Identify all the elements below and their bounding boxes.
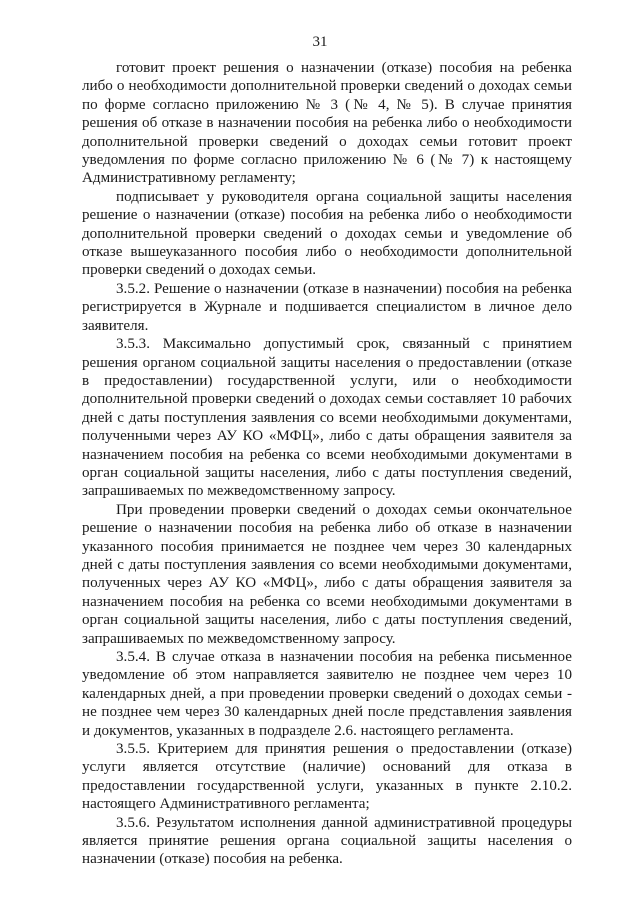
paragraph-3-5-6: 3.5.6. Результатом исполнения данной административной процедуры является принятие решения органа социальной защиты населения о назначении (отказе) пособия на ребенка.: [82, 814, 572, 868]
paragraph-prepare-draft: готовит проект решения о назначении (отказе) пособия на ребенка либо о необходимости дополнительной проверки сведений о доходах семьи по форме согласно приложению № 3 (№ 4, № 5). В случае принятия решения об отказе в назначении пособия на ребенка либо о необходимости дополнительной проверки сведений о доходах семьи готовит проект уведомления по форме согласно приложению № 6 (№ 7) к настоящему Административному регламенту;: [82, 60, 572, 187]
paragraph-sign-decision: подписывает у руководителя органа социальной защиты населения решение о назначении (отказе) пособия на ребенка либо о необходимости дополнительной проверки сведений о доходах семьи и уведомление об отказе вышеуказанного пособия либо о необходимости дополнительной проверки сведений о доходах семьи.: [82, 188, 572, 279]
paragraph-3-5-2: 3.5.2. Решение о назначении (отказе в назначении) пособия на ребенка регистрируется в Журнале и подшивается специалистом в личное дело заявителя.: [82, 280, 572, 334]
paragraph-3-5-5: 3.5.5. Критерием для принятия решения о предоставлении (отказе) услуги является отсутствие (наличие) оснований для отказа в предоставлении государственной услуги, указанных в пункте 2.10.2. настоящего Административного регламента;: [82, 741, 572, 813]
paragraph-3-5-4: 3.5.4. В случае отказа в назначении пособия на ребенка письменное уведомление об этом направляется заявителю не позднее чем через 10 календарных дней, а при проведении проверки сведений о доходах семьи - не позднее чем через 30 календарных дней после представления заявления и документов, указанных в подразделе 2.6. настоящего регламента.: [82, 649, 572, 739]
page-number: 31: [312, 34, 328, 50]
paragraph-3-5-3: 3.5.3. Максимально допустимый срок, связанный с принятием решения органом социальной защиты населения о предоставлении (отказе в предоставлении) государственной услуги, или о необходимости дополнительной проверки сведений о доходах семьи составляет 10 рабочих дней с даты поступления заявления со всеми необходимыми документами, полученными через АУ КО «МФЦ», либо с даты обращения заявителя за назначением пособия на ребенка со всеми необходимыми документами в орган социальной защиты населения, либо с даты поступления сведений, запрашиваемых по межведомственному запросу.: [82, 336, 572, 500]
paragraph-income-check: При проведении проверки сведений о доходах семьи окончательное решение о назначении пособия на ребенка либо об отказе в назначении указанного пособия принимается не позднее чем через 30 календарных дней с даты поступления заявления со всеми необходимыми документами, полученных через АУ КО «МФЦ», либо с даты обращения заявителя за назначением пособия на ребенка со всеми необходимыми документами в орган социальной защиты населения, либо с даты поступления сведений, запрашиваемых по межведомственному запросу.: [82, 501, 572, 647]
document-body: [82, 59, 572, 869]
